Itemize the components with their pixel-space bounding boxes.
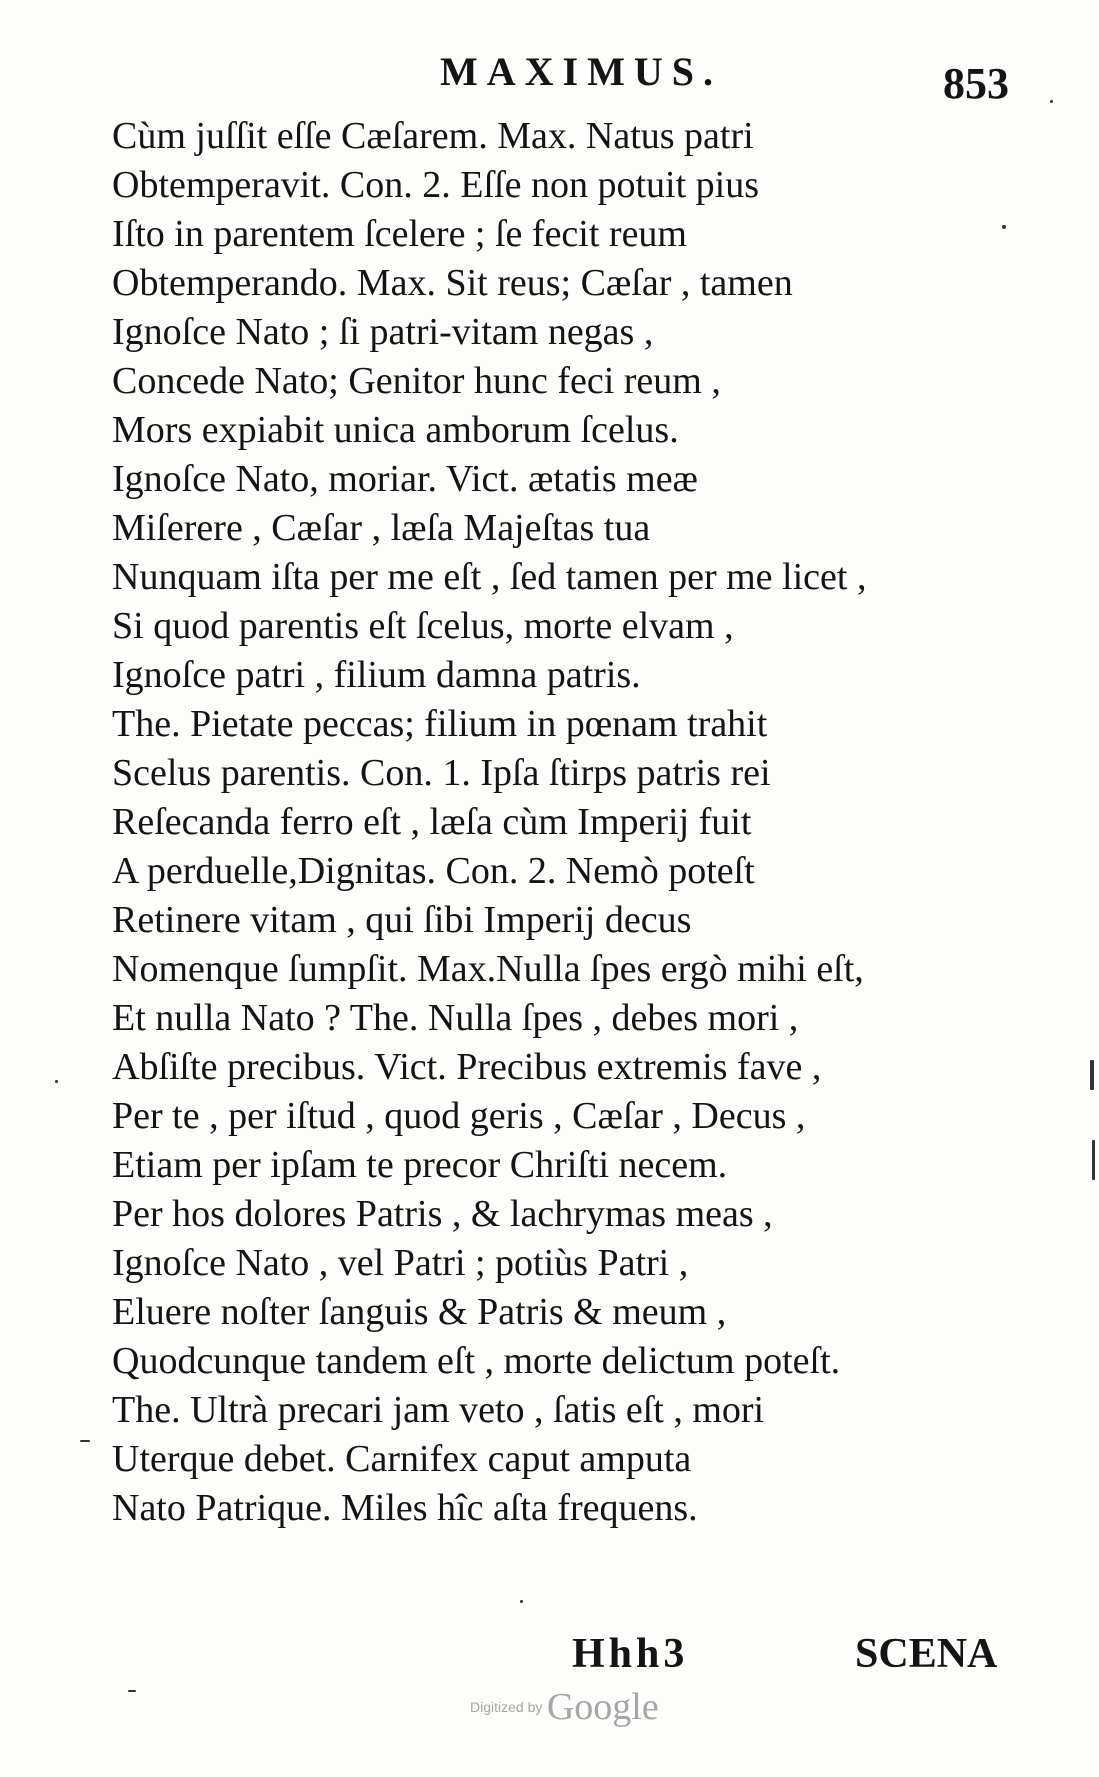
verse-line: A perduelle,Dignitas. Con. 2. Nemò poteſt (112, 850, 755, 892)
verse-line: Ignoſce Nato, moriar. Vict. ætatis meæ (112, 458, 698, 500)
scan-speck (1050, 100, 1053, 103)
verse-line: The. Ultrà precari jam veto , ſatis eſt , mori (112, 1389, 765, 1431)
scan-speck (1092, 1140, 1095, 1180)
watermark-prefix: Digitized by (470, 1699, 543, 1715)
verse-text (112, 112, 1052, 1533)
scan-speck (1002, 225, 1006, 229)
digitized-watermark (470, 1685, 659, 1729)
verse-line: Miſerere , Cæſar , læſa Majeſtas tua (112, 507, 651, 549)
verse-line: Nomenque ſumpſit. Max.Nulla ſpes ergò mihi eſt, (112, 948, 864, 990)
verse-line: Per te , per iſtud , quod geris , Cæſar , Decus , (112, 1095, 806, 1137)
verse-line: Obtemperando. Max. Sit reus; Cæſar , tamen (112, 262, 793, 304)
verse-line: Iſto in parentem ſcelere ; ſe fecit reum (112, 213, 687, 255)
verse-line: Uterque debet. Carnifex caput amputa (112, 1438, 692, 1480)
scan-speck (520, 1600, 523, 1603)
catchword: SCENA (855, 1631, 998, 1677)
verse-line: Per hos dolores Patris , & lachrymas meas , (112, 1193, 773, 1235)
verse-line: Eluere noſter ſanguis & Patris & meum , (112, 1291, 727, 1333)
verse-line: Ignoſce Nato ; ſi patri-vitam negas , (112, 311, 654, 353)
scan-speck (1090, 1060, 1094, 1090)
scan-speck (80, 1440, 90, 1442)
verse-line: Si quod parentis eſt ſcelus, morte elvam , (112, 605, 734, 647)
verse-line: Nato Patrique. Miles hîc aſta frequens. (112, 1487, 698, 1529)
verse-line: Obtemperavit. Con. 2. Eſſe non potuit pius (112, 164, 759, 206)
verse-line: Concede Nato; Genitor hunc feci reum , (112, 360, 721, 402)
verse-line: Etiam per ipſam te precor Chriſti necem. (112, 1144, 728, 1186)
verse-line: The. Pietate peccas; filium in pœnam trahit (112, 703, 768, 745)
verse-line: Retinere vitam , qui ſibi Imperij decus (112, 899, 692, 941)
scan-speck (128, 1690, 136, 1692)
verse-line: Nunquam iſta per me eſt , ſed tamen per me licet , (112, 556, 867, 598)
signature-mark: Hhh3 (572, 1631, 689, 1677)
verse-line: Abſiſte precibus. Vict. Precibus extremis fave , (112, 1046, 822, 1088)
verse-line: Mors expiabit unica amborum ſcelus. (112, 409, 679, 451)
verse-line: Ignoſce patri , filium damna patris. (112, 654, 641, 696)
page-number: 853 (943, 59, 1009, 108)
verse-line: Cùm juſſit eſſe Cæſarem. Max. Natus patri (112, 115, 754, 157)
verse-line: Quodcunque tandem eſt , morte delictum poteſt. (112, 1340, 841, 1382)
scan-speck (55, 1080, 58, 1083)
verse-line: Et nulla Nato ? The. Nulla ſpes , debes mori , (112, 997, 799, 1039)
verse-line: Ignoſce Nato , vel Patri ; potiùs Patri , (112, 1242, 689, 1284)
verse-line: Scelus parentis. Con. 1. Ipſa ſtirps patris rei (112, 752, 771, 794)
running-title: MAXIMUS. (440, 49, 722, 94)
watermark-brand: Google (546, 1686, 659, 1728)
verse-line: Reſecanda ferro eſt , læſa cùm Imperij fuit (112, 801, 752, 843)
